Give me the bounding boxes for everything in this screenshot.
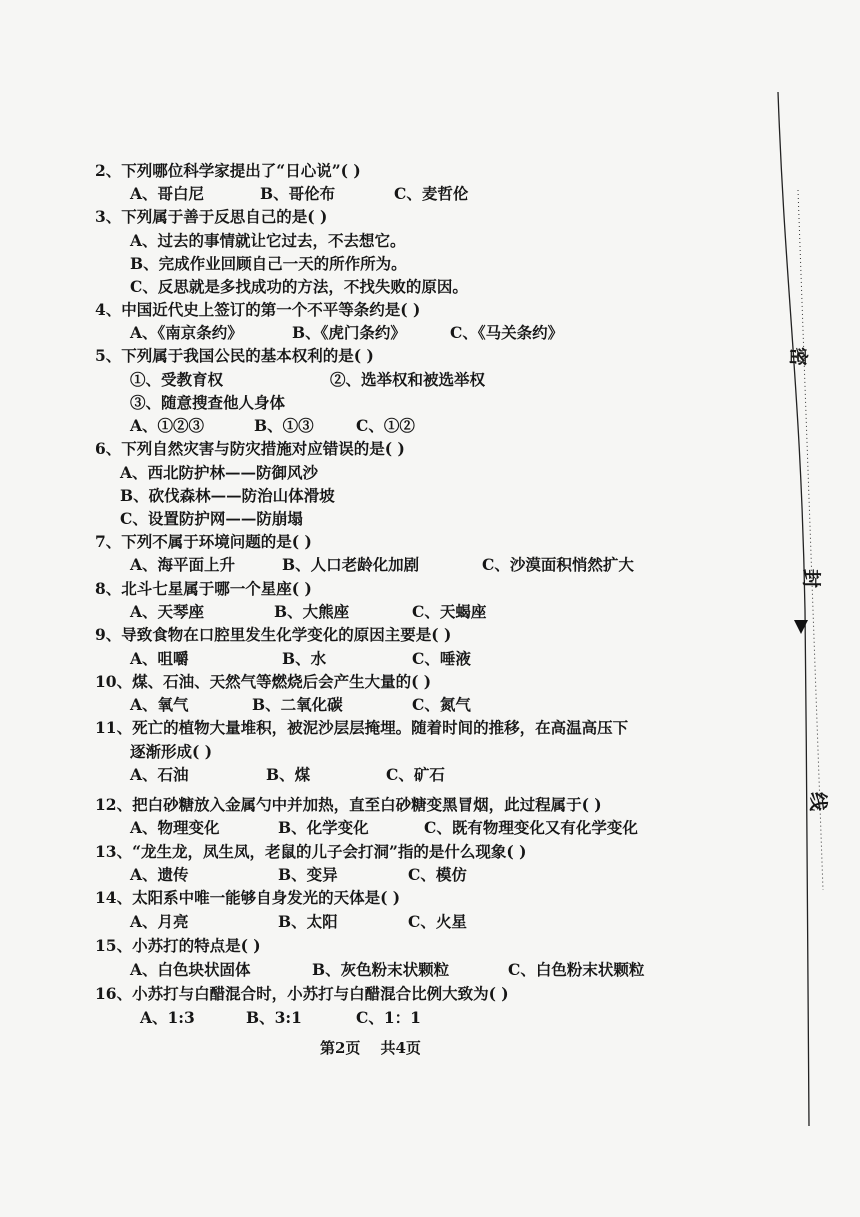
- option-a: A、氧气: [130, 695, 189, 714]
- statement-2: ②、选举权和被选举权: [330, 370, 486, 389]
- option-b: B、3:1: [246, 1008, 302, 1027]
- question-3-option-b: B、完成作业回顾自己一天的所作所为。: [130, 254, 407, 273]
- question-4-stem: 4、中国近代史上签订的第一个不平等条约是( ): [95, 300, 421, 319]
- binding-marker-triangle: [794, 620, 808, 634]
- option-a: A、白色块状固体: [130, 960, 251, 979]
- question-8-options: [130, 602, 530, 622]
- option-c: C、矿石: [386, 765, 445, 784]
- option-b: B、变异: [278, 865, 338, 884]
- option-c: C、模仿: [408, 865, 467, 884]
- question-10-stem: 10、煤、石油、天然气等燃烧后会产生大量的( ): [95, 672, 432, 691]
- question-16-stem: 16、小苏打与白醋混合时，小苏打与白醋混合比例大致为( ): [95, 984, 509, 1003]
- question-16-options: [140, 1008, 540, 1028]
- question-7-stem: 7、下列不属于环境问题的是( ): [95, 532, 312, 551]
- option-b: B、人口老龄化加剧: [282, 555, 420, 574]
- option-a: A、海平面上升: [130, 555, 236, 574]
- question-9-stem: 9、导致食物在口腔里发生化学变化的原因主要是( ): [95, 625, 452, 644]
- option-b: B、哥伦布: [260, 184, 336, 203]
- question-8-stem: 8、北斗七星属于哪一个星座( ): [95, 579, 312, 598]
- question-12-options: [130, 818, 690, 838]
- option-c: C、①②: [356, 416, 415, 435]
- question-14-options: [130, 912, 530, 932]
- question-12-stem: 12、把白砂糖放入金属勺中并加热，直至白砂糖变黑冒烟，此过程属于( ): [95, 795, 602, 814]
- option-a: A、物理变化: [130, 818, 220, 837]
- question-10-options: [130, 695, 530, 715]
- seal-label-mi: 密: [787, 346, 810, 367]
- option-c: C、既有物理变化又有化学变化: [424, 818, 638, 837]
- option-b: B、二氧化碳: [252, 695, 343, 714]
- question-14-stem: 14、太阳系中唯一能够自身发光的天体是( ): [95, 888, 401, 907]
- question-2-options: [130, 184, 530, 204]
- page-number: 第2页: [320, 1039, 361, 1057]
- option-b: B、化学变化: [278, 818, 369, 837]
- question-4-options: [130, 323, 630, 343]
- binding-outer-line: [775, 90, 825, 1130]
- option-a: A、遗传: [130, 865, 189, 884]
- option-c: C、麦哲伦: [394, 184, 469, 203]
- option-b: B、灰色粉末状颗粒: [312, 960, 450, 979]
- option-a: A、哥白尼: [130, 184, 205, 203]
- question-2-stem: 2、下列哪位科学家提出了“日心说”( ): [95, 161, 361, 180]
- question-6-stem: 6、下列自然灾害与防灾措施对应错误的是( ): [95, 439, 405, 458]
- question-13-stem: 13、“龙生龙，凤生凤，老鼠的儿子会打洞”指的是什么现象( ): [95, 842, 527, 861]
- question-11-stem: 11、死亡的植物大量堆积，被泥沙层层掩埋。随着时间的推移，在高温高压下: [95, 718, 629, 737]
- option-a: A、咀嚼: [130, 649, 189, 668]
- option-b: B、煤: [266, 765, 311, 784]
- page-footer: [320, 1037, 441, 1058]
- option-c: C、唾液: [412, 649, 471, 668]
- option-b: B、水: [282, 649, 327, 668]
- option-a: A、1:3: [140, 1008, 195, 1027]
- question-13-options: [130, 865, 530, 885]
- option-c: C、火星: [408, 912, 467, 931]
- question-5-options: [130, 416, 530, 436]
- question-3-option-c: C、反思就是多找成功的方法，不找失败的原因。: [130, 277, 468, 296]
- option-b: B、《虎门条约》: [292, 323, 406, 342]
- seal-label-feng: 封: [800, 568, 823, 589]
- seal-label-xian: 线: [807, 791, 830, 812]
- question-6-option-a: A、西北防护林——防御风沙: [120, 463, 319, 482]
- statement-1: ①、受教育权: [130, 370, 224, 389]
- option-a: A、石油: [130, 765, 189, 784]
- question-15-stem: 15、小苏打的特点是( ): [95, 936, 261, 955]
- question-5-statements-row1: [130, 370, 580, 390]
- question-3-option-a: A、过去的事情就让它过去，不去想它。: [130, 231, 406, 250]
- option-a: A、天琴座: [130, 602, 205, 621]
- option-c: C、1：1: [356, 1008, 421, 1027]
- question-5-statement-3: ③、随意搜查他人身体: [130, 393, 286, 412]
- option-c: C、沙漠面积悄然扩大: [482, 555, 634, 574]
- question-15-options: [130, 960, 690, 980]
- option-c: C、天蝎座: [412, 602, 487, 621]
- option-c: C、《马关条约》: [450, 323, 564, 342]
- option-a: A、月亮: [130, 912, 189, 931]
- option-c: C、氮气: [412, 695, 471, 714]
- option-b: B、①③: [254, 416, 314, 435]
- question-9-options: [130, 649, 530, 669]
- question-11-options: [130, 765, 530, 785]
- option-a: A、《南京条约》: [130, 323, 243, 342]
- page-total: 共4页: [380, 1039, 421, 1057]
- option-b: B、大熊座: [274, 602, 350, 621]
- option-c: C、白色粉末状颗粒: [508, 960, 645, 979]
- question-6-option-c: C、设置防护网——防崩塌: [120, 509, 303, 528]
- question-5-stem: 5、下列属于我国公民的基本权利的是( ): [95, 346, 374, 365]
- option-b: B、太阳: [278, 912, 338, 931]
- question-7-options: [130, 555, 690, 575]
- question-6-option-b: B、砍伐森林——防治山体滑坡: [120, 486, 335, 505]
- option-a: A、①②③: [130, 416, 205, 435]
- question-11-stem-cont: 逐渐形成( ): [130, 742, 213, 761]
- question-3-stem: 3、下列属于善于反思自己的是( ): [95, 207, 328, 226]
